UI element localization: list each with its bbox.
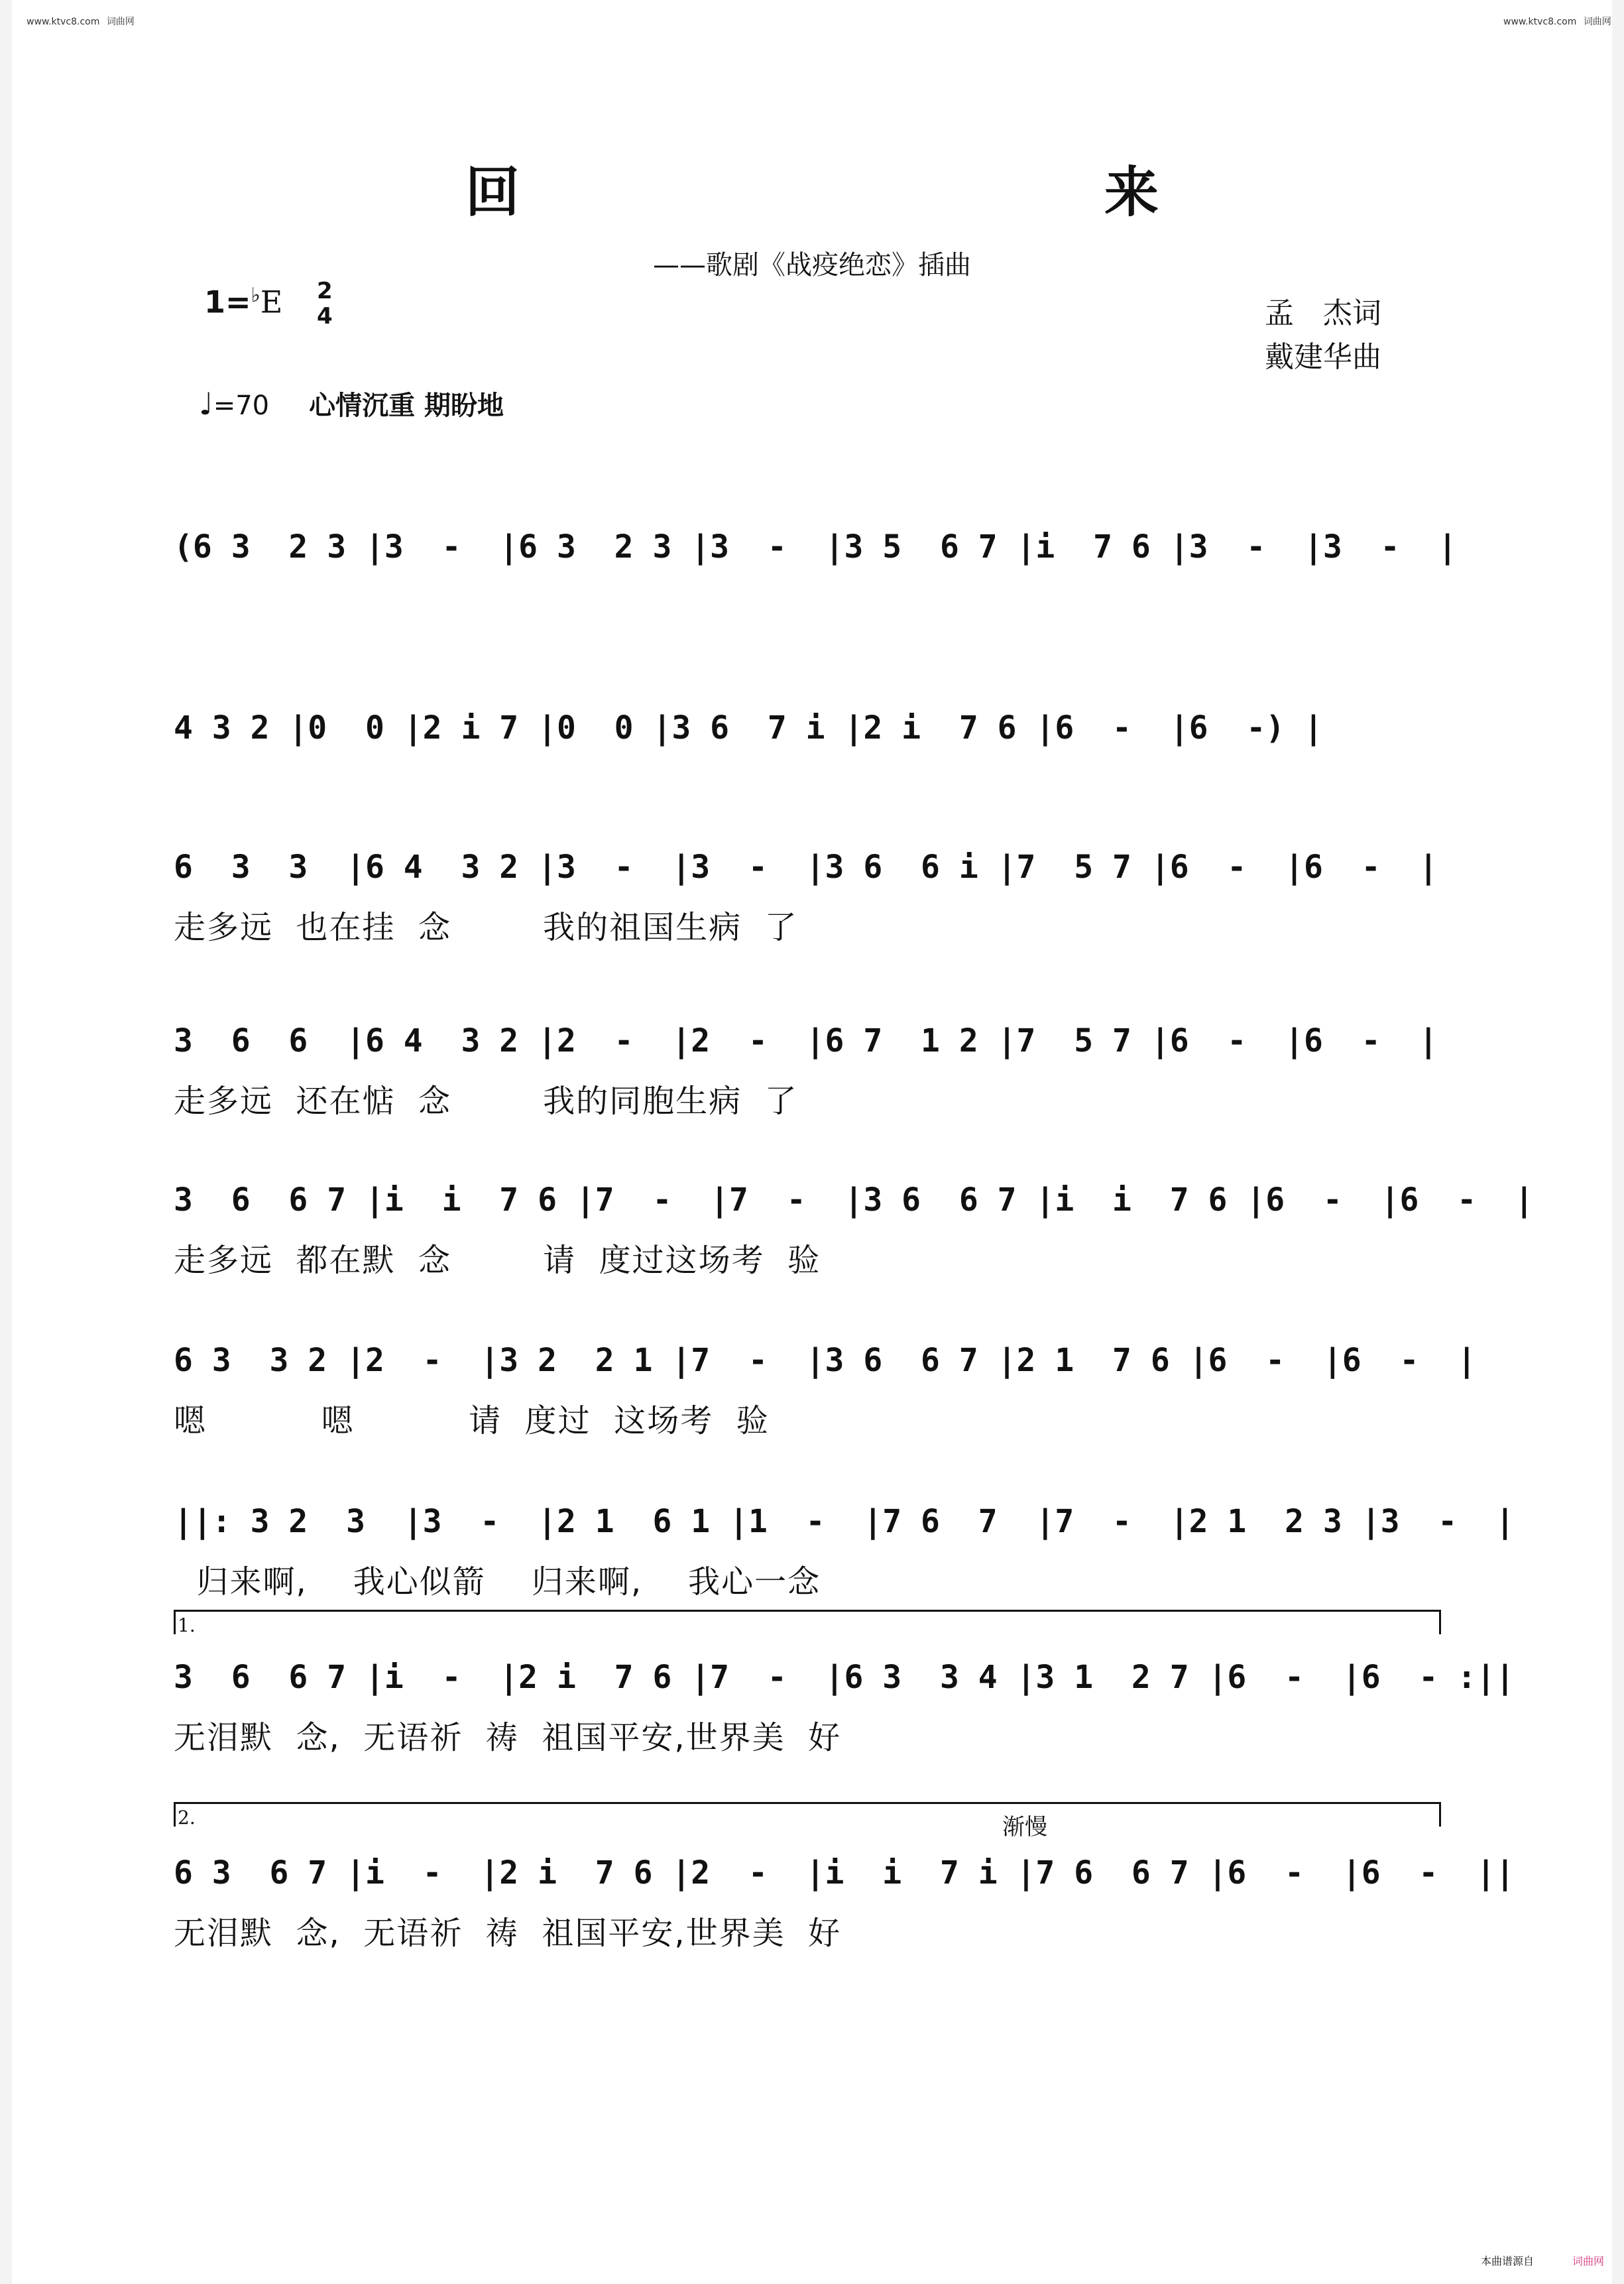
score-line-9	[174, 1846, 1515, 1952]
score-line-4	[174, 1014, 1448, 1120]
song-subtitle: ——歌剧《战疫绝恋》插曲	[653, 250, 971, 280]
right-margin-strip	[1612, 0, 1624, 2284]
notes-line-3: 6 3 3 |6 4 3 2 |3 - |3 - |3 6 6 i |7 5 7 |6 - |6 - |	[174, 849, 1438, 886]
tempo-mood: 心情沉重 期盼地	[309, 391, 504, 421]
key-note: E	[260, 284, 283, 320]
volta-right-tick	[1439, 1804, 1441, 1827]
credits	[1265, 292, 1381, 379]
composer: 戴建华曲	[1265, 340, 1381, 374]
footer-brand[interactable]: 词曲网	[1572, 2255, 1605, 2267]
lyrics-line-8: 无泪默 念, 无语祈 祷 祖国平安,世界美 好	[174, 1719, 842, 1756]
time-bottom: 4	[317, 303, 333, 330]
header-left-site: www.ktvc8.com	[27, 17, 100, 27]
notes-line-7: ||: 3 2 3 |3 - |2 1 6 1 |1 - |7 6 7 |7 - |2 1 2 3 |3 - |	[174, 1503, 1515, 1540]
lyrics-line-6: 嗯 嗯 请 度过 这场考 验	[174, 1402, 770, 1439]
score-line-3	[174, 841, 1448, 946]
volta-second-label: 2.	[178, 1807, 196, 1829]
ritardando-marking: 渐慢	[1002, 1814, 1047, 1840]
time-signature	[317, 278, 333, 329]
score-line-7	[174, 1495, 1515, 1600]
tempo-marking	[199, 385, 504, 422]
header-left-brand: 词曲网	[106, 17, 135, 27]
key-flat: ♭	[251, 284, 261, 307]
lyrics-line-4: 走多远 还在惦 念 我的同胞生病 了	[174, 1083, 798, 1120]
lyrics-line-5: 走多远 都在默 念 请 度过这场考 验	[174, 1242, 821, 1279]
notes-line-5: 3 6 6 7 |i i 7 6 |7 - |7 - |3 6 6 7 |i i 7 6 |6 - |6 - |	[174, 1181, 1534, 1219]
notes-line-9: 6 3 6 7 |i - |2 i 7 6 |2 - |i i 7 i |7 6 6 7 |6 - |6 - ||	[174, 1854, 1515, 1892]
score-line-1	[174, 520, 1458, 600]
volta-right-tick	[1439, 1612, 1441, 1634]
left-margin-strip	[0, 0, 12, 2284]
lyricist: 孟 杰词	[1265, 296, 1381, 330]
lyrics-line-9: 无泪默 念, 无语祈 祷 祖国平安,世界美 好	[174, 1915, 842, 1952]
score-line-2	[174, 701, 1448, 781]
notes-line-1: (6 3 2 3 |3 - |6 3 2 3 |3 - |3 5 6 7 |i 7 6 |3 - |3 - |	[174, 528, 1458, 566]
header-right	[1503, 15, 1611, 28]
volta-left-tick	[174, 1612, 176, 1634]
notes-line-2: 4 3 2 |0 0 |2 i 7 |0 0 |3 6 7 i |2 i 7 6 |6 - |6 -) |	[174, 709, 1323, 747]
tempo-value: =70	[213, 391, 270, 421]
key-signature	[204, 284, 282, 320]
notes-line-8: 3 6 6 7 |i - |2 i 7 6 |7 - |6 3 3 4 |3 1 2 7 |6 - |6 - :||	[174, 1659, 1515, 1696]
lyrics-line-7: 归来啊, 我心似箭 归来啊, 我心一念	[174, 1563, 821, 1600]
score-line-8	[174, 1651, 1515, 1756]
song-title: 回 来	[465, 161, 1424, 224]
volta-first-ending	[174, 1610, 1441, 1636]
volta-left-tick	[174, 1804, 176, 1827]
notes-line-4: 3 6 6 |6 4 3 2 |2 - |2 - |6 7 1 2 |7 5 7 |6 - |6 - |	[174, 1022, 1438, 1059]
key-prefix: 1=	[204, 284, 251, 320]
header-left	[27, 15, 135, 28]
quarter-note-icon: ♩	[199, 386, 213, 422]
header-right-site: www.ktvc8.com	[1503, 17, 1577, 27]
header-right-brand: 词曲网	[1583, 17, 1611, 27]
time-top: 2	[317, 278, 333, 304]
footer-source: 本曲谱源自	[1481, 2255, 1535, 2267]
score-line-6	[174, 1334, 1477, 1439]
lyrics-line-3: 走多远 也在挂 念 我的祖国生病 了	[174, 909, 798, 946]
volta-first-label: 1.	[178, 1614, 196, 1636]
score-line-5	[174, 1173, 1534, 1279]
notes-line-6: 6 3 3 2 |2 - |3 2 2 1 |7 - |3 6 6 7 |2 1 7 6 |6 - |6 - |	[174, 1342, 1477, 1379]
